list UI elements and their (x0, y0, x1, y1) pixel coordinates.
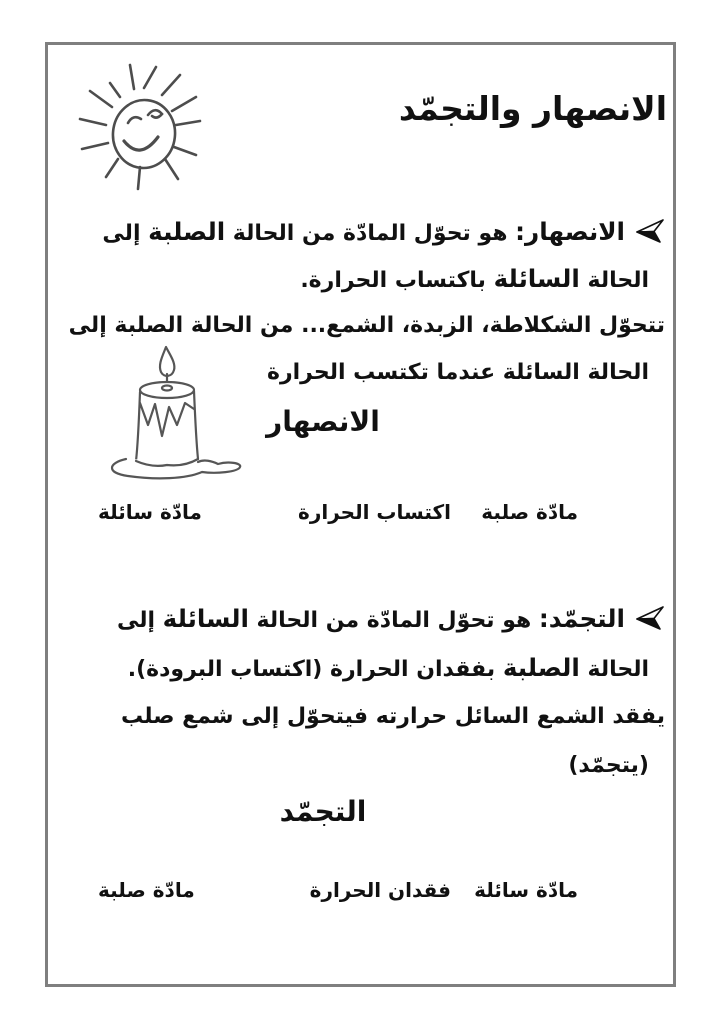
freezing-example-line-2: (يتجمّد) (568, 753, 649, 778)
freezing-to-label: مادّة صلبة (98, 878, 195, 902)
page-border (45, 42, 676, 987)
arrowhead-bullet-icon (635, 605, 665, 631)
liquid-state-term: السائلة (162, 604, 249, 633)
sun-icon (68, 59, 218, 204)
arrowhead-bullet-icon (635, 218, 665, 244)
candle-icon (82, 341, 252, 486)
freezing-definition-line-2: الحالة الصلبة بفقدان الحرارة (اكتساب البرودة). (127, 653, 649, 682)
solid-state-term: الصلبة (148, 217, 226, 246)
page-title: الانصهار والتجمّد (398, 89, 667, 128)
melting-from-label: مادّة صلبة (481, 500, 578, 524)
freezing-heading: التجمّد (279, 795, 367, 828)
freezing-definition-block (48, 594, 665, 790)
melting-to-label: مادّة سائلة (98, 500, 202, 524)
melting-flow-row (48, 500, 673, 532)
freezing-from-label: مادّة سائلة (474, 878, 578, 902)
melting-example-line-2: الحالة السائلة عندما تكتسب الحرارة (266, 360, 649, 385)
freezing-term: التجمّد: (538, 604, 625, 633)
solid-state-term: الصلبة (502, 653, 580, 682)
liquid-state-term: السائلة (493, 264, 580, 293)
melting-example-line-1: تتحوّل الشكلاطة، الزبدة، الشمع... من الحالة الصلبة إلى (68, 313, 665, 338)
melting-process-label: اكتساب الحرارة (298, 500, 451, 524)
melting-definition-line-1: الانصهار: هو تحوّل المادّة من الحالة الصلبة إلى (48, 208, 665, 255)
melting-definition-line-2: الحالة السائلة باكتساب الحرارة. (300, 264, 649, 293)
freezing-process-label: فقدان الحرارة (309, 878, 451, 902)
melting-term: الانصهار: (515, 217, 625, 246)
freezing-flow-row (48, 878, 673, 910)
freezing-definition-line-1: التجمّد: هو تحوّل المادّة من الحالة السائلة إلى (48, 594, 665, 643)
melting-heading: الانصهار (266, 405, 380, 438)
freezing-example-line-1: يفقد الشمع السائل حرارته فيتحوّل إلى شمع صلب (120, 704, 665, 729)
